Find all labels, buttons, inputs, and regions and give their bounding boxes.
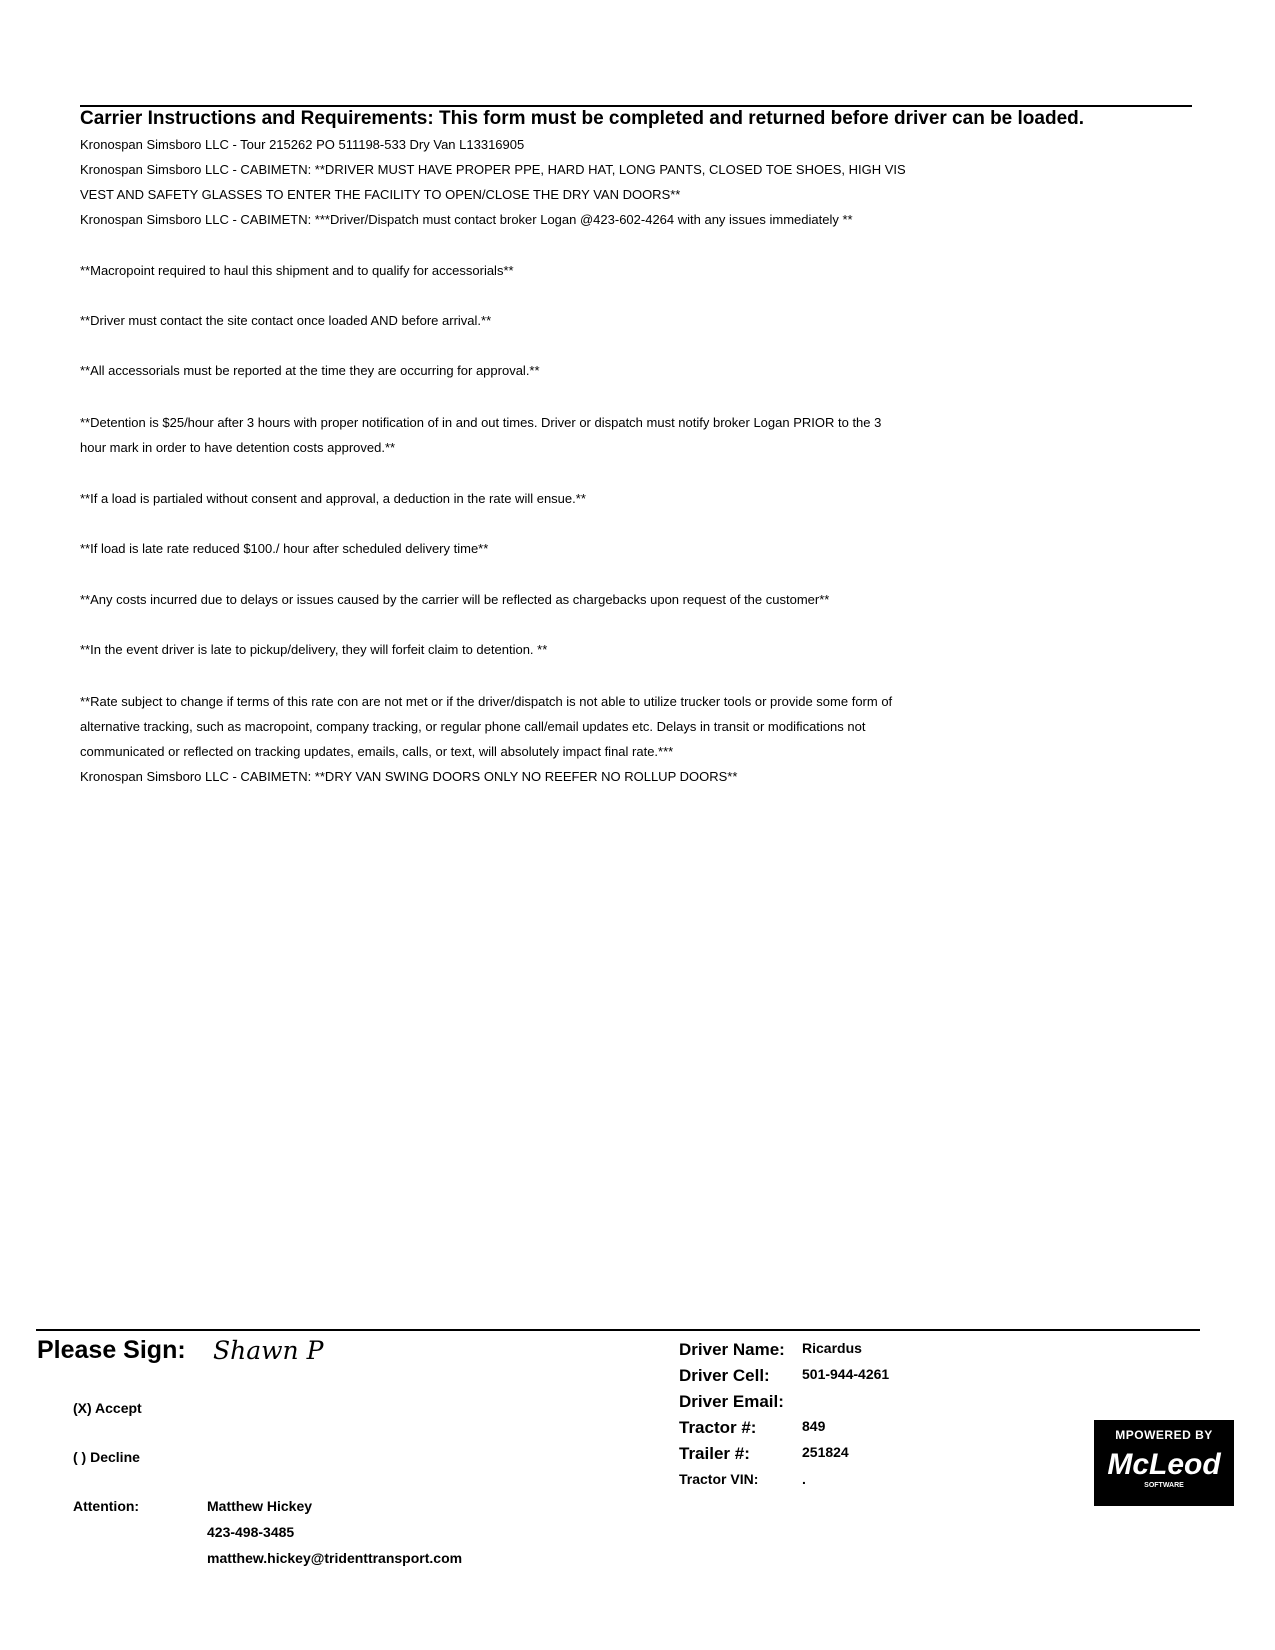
instruction-line: communicated or reflected on tracking updates, emails, calls, or text, will absolutely impact final rate.*** — [80, 744, 674, 759]
instruction-line: Kronospan Simsboro LLC - CABIMETN: ***Driver/Dispatch must contact broker Logan @423-602-4264 with any issues immediately ** — [80, 212, 853, 227]
instruction-line: alternative tracking, such as macropoint, company tracking, or regular phone call/email updates etc. Delays in transit or modifications not — [80, 719, 866, 734]
instruction-line: **Rate subject to change if terms of this rate con are not met or if the driver/dispatch is not able to utilize trucker tools or provide some form of — [80, 694, 893, 709]
instruction-line: hour mark in order to have detention costs approved.** — [80, 440, 396, 455]
tractor-number-value: 849 — [802, 1418, 826, 1434]
driver-name-label: Driver Name: — [679, 1340, 785, 1359]
instruction-line: **Detention is $25/hour after 3 hours with proper notification of in and out times. Driver or dispatch must notify broker Logan PRIOR to the 3 — [80, 415, 882, 430]
instruction-line: **If a load is partialed without consent and approval, a deduction in the rate will ensue.** — [80, 491, 586, 506]
instruction-line: VEST AND SAFETY GLASSES TO ENTER THE FACILITY TO OPEN/CLOSE THE DRY VAN DOORS** — [80, 187, 681, 202]
page-title: Carrier Instructions and Requirements: This form must be completed and returned before driver can be loaded. — [80, 108, 1085, 129]
instruction-line: **Any costs incurred due to delays or issues caused by the carrier will be reflected as chargebacks upon request of the customer** — [80, 592, 830, 607]
instruction-line: Kronospan Simsboro LLC - Tour 215262 PO 511198-533 Dry Van L13316905 — [80, 137, 525, 152]
attention-email: matthew.hickey@tridenttransport.com — [207, 1550, 463, 1566]
instruction-line: **If load is late rate reduced $100./ hour after scheduled delivery time** — [80, 541, 489, 556]
attention-label: Attention: — [73, 1498, 140, 1514]
mcleod-logo — [1094, 1420, 1234, 1506]
trailer-number-value: 251824 — [802, 1444, 849, 1460]
tractor-vin-value: . — [802, 1471, 806, 1487]
logo-tagline: MPOWERED BY — [1115, 1428, 1213, 1442]
driver-name-value: Ricardus — [802, 1340, 862, 1356]
logo-brand: McLeod — [1107, 1448, 1221, 1481]
tractor-number-label: Tractor #: — [679, 1418, 757, 1437]
logo-sub: SOFTWARE — [1144, 1482, 1184, 1489]
signature-field[interactable]: Shawn P — [213, 1336, 324, 1365]
driver-cell-label: Driver Cell: — [679, 1366, 770, 1385]
attention-name: Matthew Hickey — [207, 1498, 313, 1514]
attention-phone: 423-498-3485 — [207, 1524, 295, 1540]
instruction-line: Kronospan Simsboro LLC - CABIMETN: **DRIVER MUST HAVE PROPER PPE, HARD HAT, LONG PANTS, CLOSED TOE SHOES, HIGH VIS — [80, 162, 906, 177]
instruction-line: **Driver must contact the site contact once loaded AND before arrival.** — [80, 313, 492, 328]
tractor-vin-label: Tractor VIN: — [679, 1471, 759, 1487]
signature-rule — [36, 1329, 1200, 1331]
header-rule — [80, 105, 1192, 107]
instruction-line: **Macropoint required to haul this shipment and to qualify for accessorials** — [80, 263, 514, 278]
driver-email-label: Driver Email: — [679, 1392, 784, 1411]
trailer-number-label: Trailer #: — [679, 1444, 750, 1463]
driver-cell-value: 501-944-4261 — [802, 1366, 890, 1382]
please-sign-label: Please Sign: — [37, 1336, 186, 1364]
instruction-line: **All accessorials must be reported at the time they are occurring for approval.** — [80, 363, 540, 378]
decline-option[interactable]: ( ) Decline — [73, 1449, 140, 1465]
accept-option[interactable]: (X) Accept — [73, 1400, 142, 1416]
instruction-line: **In the event driver is late to pickup/delivery, they will forfeit claim to detention. ** — [80, 642, 548, 657]
instruction-line: Kronospan Simsboro LLC - CABIMETN: **DRY VAN SWING DOORS ONLY NO REEFER NO ROLLUP DOORS** — [80, 769, 738, 784]
